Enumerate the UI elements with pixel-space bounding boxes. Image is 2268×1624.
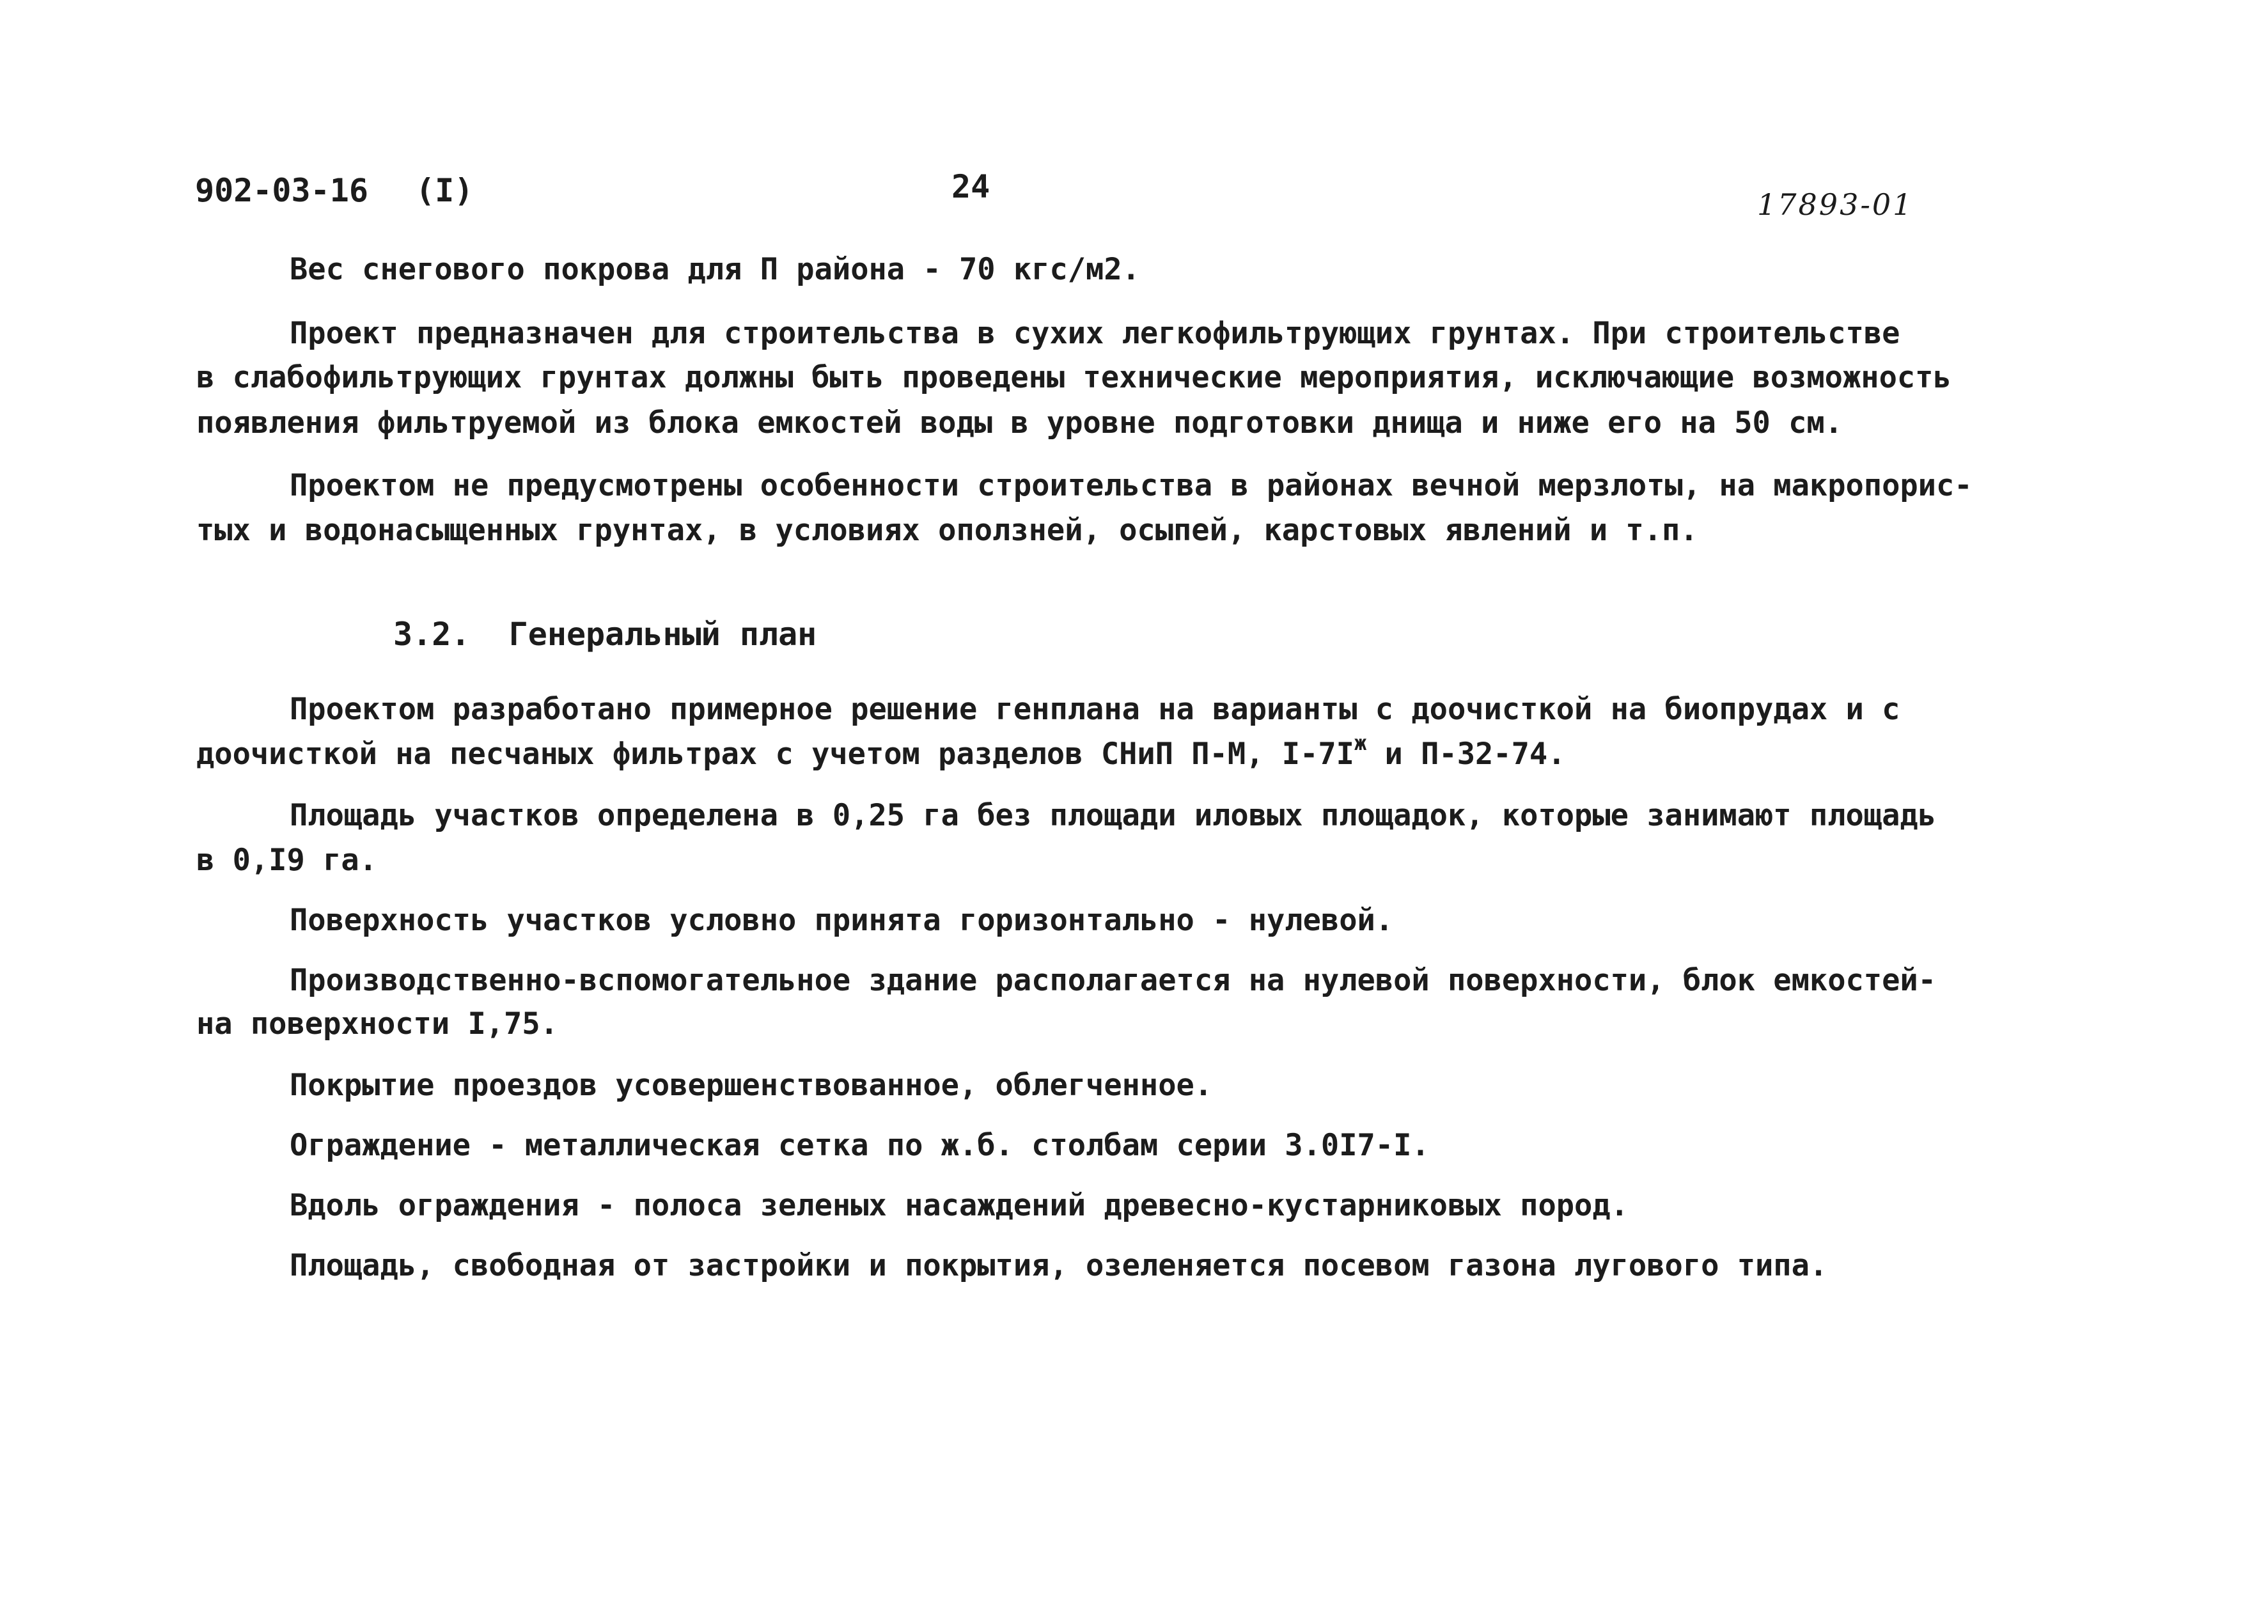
plan-para2-line1: Площадь участков определена в 0,25 га без площади иловых площадок, которые занимают площадь xyxy=(290,798,1936,833)
plan-para4-line2: на поверхности I,75. xyxy=(196,1006,558,1042)
superscript-mark: ж xyxy=(1354,731,1367,755)
plan-para1-line2-end: и П-32-74. xyxy=(1366,737,1566,772)
plan-para1-line1: Проектом разработано примерное решение генплана на варианты с доочисткой на биопрудах и с xyxy=(290,692,1900,727)
plan-para1-line2-text: доочисткой на песчаных фильтрах с учетом разделов СНиП П-М, I-7I xyxy=(196,737,1354,772)
archive-number: 17893-01 xyxy=(1757,187,1914,222)
doc-code: 902-03-16 xyxy=(195,172,368,209)
plan-para2-line2: в 0,I9 га. xyxy=(196,843,377,878)
intro-para2-line1: Проектом не предусмотрены особенности строительства в районах вечной мерзлоты, на макропорис- xyxy=(290,468,1973,503)
plan-para5: Покрытие проездов усовершенствованное, облегченное. xyxy=(290,1068,1213,1103)
intro-para1-line1: Проект предназначен для строительства в сухих легкофильтрующих грунтах. При строительстве xyxy=(290,316,1900,351)
plan-para3: Поверхность участков условно принята горизонтально - нулевой. xyxy=(290,903,1394,938)
section-number: 3.2. xyxy=(393,616,471,653)
section-heading xyxy=(393,615,817,653)
doc-part: (I) xyxy=(416,172,474,209)
plan-para8: Площадь, свободная от застройки и покрытия, озеленяется посевом газона лугового типа. xyxy=(290,1248,1828,1283)
plan-para7: Вдоль ограждения - полоса зеленых насаждений древесно-кустарниковых пород. xyxy=(290,1188,1629,1223)
plan-para4-line1: Производственно-вспомогательное здание располагается на нулевой поверхности, блок емкостей- xyxy=(290,963,1936,998)
intro-para2-line2: тых и водонасыщенных грунтах, в условиях оползней, осыпей, карстовых явлений и т.п. xyxy=(196,513,1698,548)
section-title: Генеральный план xyxy=(508,616,817,653)
intro-para1-line2: в слабофильтрующих грунтах должны быть проведены технические мероприятия, исключающие возможность xyxy=(196,360,1951,395)
plan-para1-line2 xyxy=(196,731,1566,774)
intro-para1-line3: появления фильтруемой из блока емкостей воды в уровне подготовки днища и ниже его на 50 см. xyxy=(196,405,1843,441)
page-number: 24 xyxy=(951,168,990,205)
plan-para6: Ограждение - металлическая сетка по ж.б. столбам серии 3.0I7-I. xyxy=(290,1128,1430,1163)
snow-load-text: Вес снегового покрова для П района - 70 кгс/м2. xyxy=(290,252,1140,287)
